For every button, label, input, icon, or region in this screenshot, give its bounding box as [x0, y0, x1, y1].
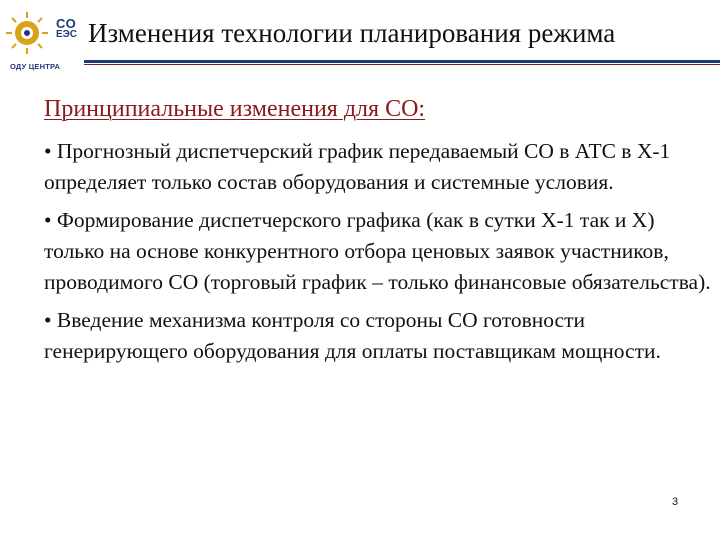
logo-subtitle: ОДУ ЦЕНТРА: [10, 62, 61, 71]
logo-co-text: СО: [56, 16, 77, 31]
page-number: 3: [672, 496, 679, 508]
sun-emblem-icon: [4, 6, 50, 60]
slide-subtitle: Принципиальные изменения для СО:: [44, 96, 426, 122]
bullet-item: • Прогнозный диспетчерский график передаваемый СО в АТС в Х-1 определяет только состав оборудования и системные условия.: [44, 139, 671, 194]
bullet-list: [44, 136, 714, 374]
slide-title: Изменения технологии планирования режима: [88, 18, 616, 48]
bullet-item: • Введение механизма контроля со стороны СО готовности генерирующего оборудования для оплаты поставщикам мощности.: [44, 308, 661, 363]
company-logo: [4, 6, 84, 70]
logo-ees-text: ЕЭС: [56, 29, 78, 40]
title-divider-navy: [84, 60, 720, 63]
bullet-item: • Формирование диспетчерского графика (как в сутки Х-1 так и Х) только на основе конкурентного отбора ценовых заявок участников, проводимого СО (торговый график – только финансовые обязательства).: [44, 208, 711, 294]
title-divider-red: [84, 64, 720, 65]
